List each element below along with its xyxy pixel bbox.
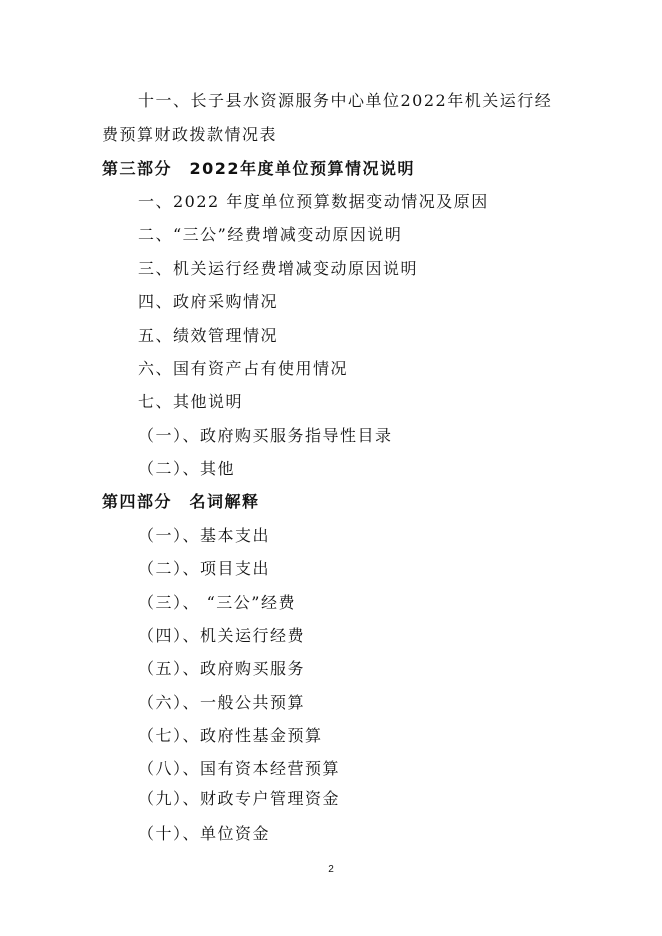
part4-item-3: （三）、 “三公”经费 — [138, 593, 296, 612]
part4-item-2: （二）、项目支出 — [138, 559, 271, 578]
part3-item-5: 五、绩效管理情况 — [138, 326, 279, 345]
part3-item-6: 六、国有资产占有使用情况 — [138, 359, 349, 378]
part4-item-5: （五）、政府购买服务 — [138, 659, 306, 678]
part3-item-1: 一、2022 年度单位预算数据变动情况及原因 — [138, 192, 489, 211]
part4-heading: 第四部分 名词解释 — [102, 492, 260, 511]
part3-item-2: 二、“三公”经费增减变动原因说明 — [138, 225, 403, 244]
part4-item-4: （四）、机关运行经费 — [138, 626, 306, 645]
part4-item-8: （八）、国有资本经营预算 — [138, 759, 341, 778]
toc-item-11-line2: 费预算财政拨款情况表 — [102, 125, 278, 144]
page-number: 2 — [328, 864, 334, 875]
part3-heading: 第三部分 2022年度单位预算情况说明 — [102, 159, 416, 178]
part4-item-10: （十）、单位资金 — [138, 824, 271, 843]
part3-item-3: 三、机关运行经费增减变动原因说明 — [138, 259, 419, 278]
toc-item-11-line1: 十一、长子县水资源服务中心单位2022年机关运行经 — [138, 91, 553, 110]
part4-item-9: （九）、财政专户管理资金 — [138, 789, 341, 808]
part3-item-4: 四、政府采购情况 — [138, 292, 279, 311]
part3-subitem-2: （二）、其他 — [138, 459, 236, 478]
part4-item-7: （七）、政府性基金预算 — [138, 726, 323, 745]
part4-item-1: （一）、基本支出 — [138, 526, 271, 545]
part4-item-6: （六）、一般公共预算 — [138, 693, 306, 712]
part3-item-7: 七、其他说明 — [138, 392, 244, 411]
part3-subitem-1: （一）、政府购买服务指导性目录 — [138, 426, 393, 445]
